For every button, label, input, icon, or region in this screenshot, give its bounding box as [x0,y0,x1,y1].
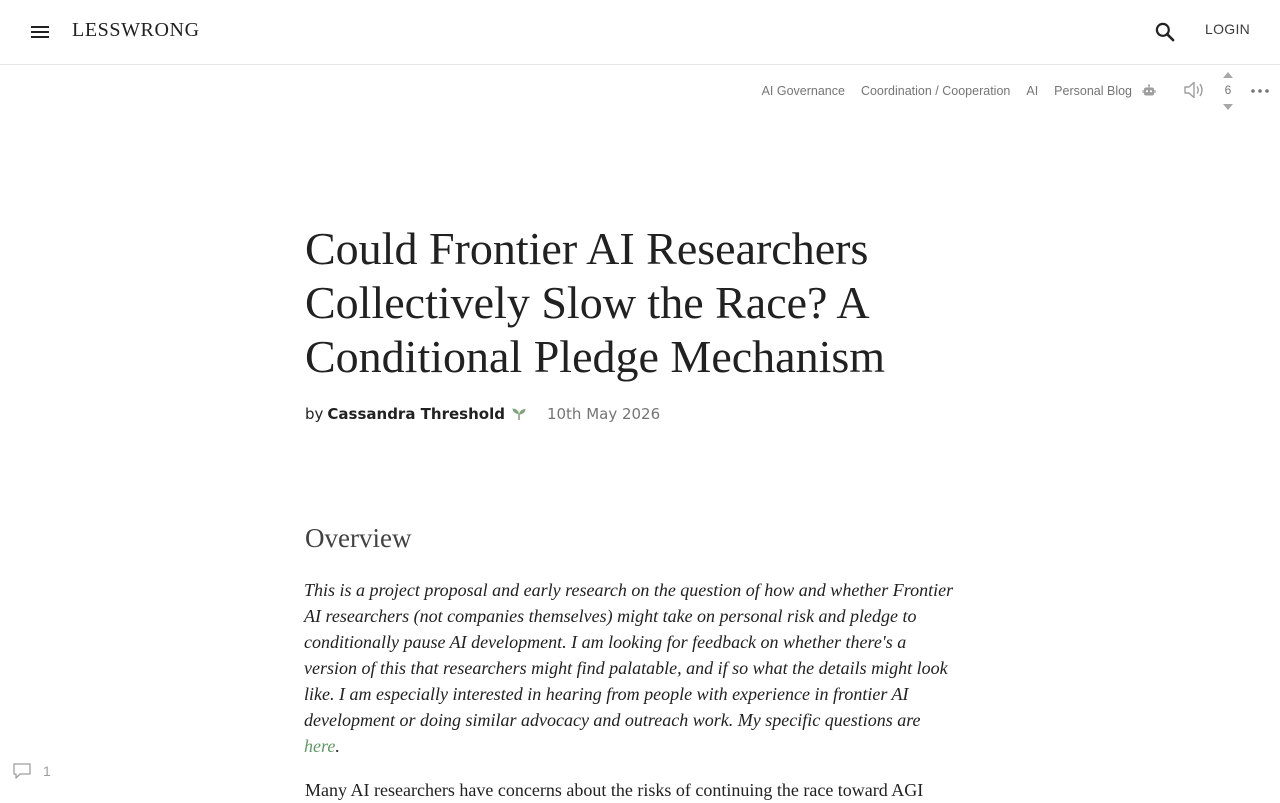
post-tags [746,82,1156,100]
vote-up-icon[interactable] [1223,72,1233,78]
post-title: Could Frontier AI Researchers Collectively Slow the Race? A Conditional Pledge Mechanism [305,223,886,382]
site-header [0,0,1280,65]
robot-icon[interactable] [1142,84,1156,98]
tag-ai[interactable]: AI [1026,84,1039,98]
menu-icon[interactable] [28,20,52,44]
vote-score: 6 [1224,83,1232,97]
questions-link[interactable]: here [304,736,336,756]
post-date: 10th May 2026 [546,405,661,423]
new-user-sprout-icon [511,407,527,421]
tag-coordination-cooperation[interactable]: Coordination / Cooperation [860,84,1011,98]
tag-ai-governance[interactable]: AI Governance [761,84,845,98]
post-byline [305,405,660,423]
intro-end: . [335,736,340,756]
section-heading-overview: Overview [305,523,412,553]
comments-count: 1 [43,763,51,779]
tag-personal-blog[interactable]: Personal Blog [1054,84,1132,98]
search-icon[interactable] [1152,19,1178,45]
vote-down-icon[interactable] [1223,104,1233,110]
intro-text: This is a project proposal and early research on the question of how and whether Frontier AI researchers (not companies themselves) might take on personal risk and pledge to conditionally pause AI development. I am looking for feedback on whether there's a version of this that researchers might find palatable, and if so what the details might look like. I am especially interested in hearing from people with experience in frontier AI development or doing similar advocacy and outreach work. My specific questions are [304,580,954,730]
comment-icon [12,762,32,780]
more-options-icon[interactable] [1250,84,1270,96]
audio-icon[interactable] [1183,80,1207,100]
login-button[interactable]: LOGIN [1205,21,1251,37]
comments-count-button[interactable] [12,762,51,780]
author-link[interactable]: Cassandra Threshold [327,405,505,423]
post-intro-paragraph [304,577,954,759]
by-label: by [305,405,324,423]
post-body-paragraph: Many AI researchers have concerns about the risks of continuing the race toward AGI [305,780,924,800]
vote-widget [1218,70,1238,114]
site-logo-title[interactable]: LESSWRONG [72,19,200,41]
